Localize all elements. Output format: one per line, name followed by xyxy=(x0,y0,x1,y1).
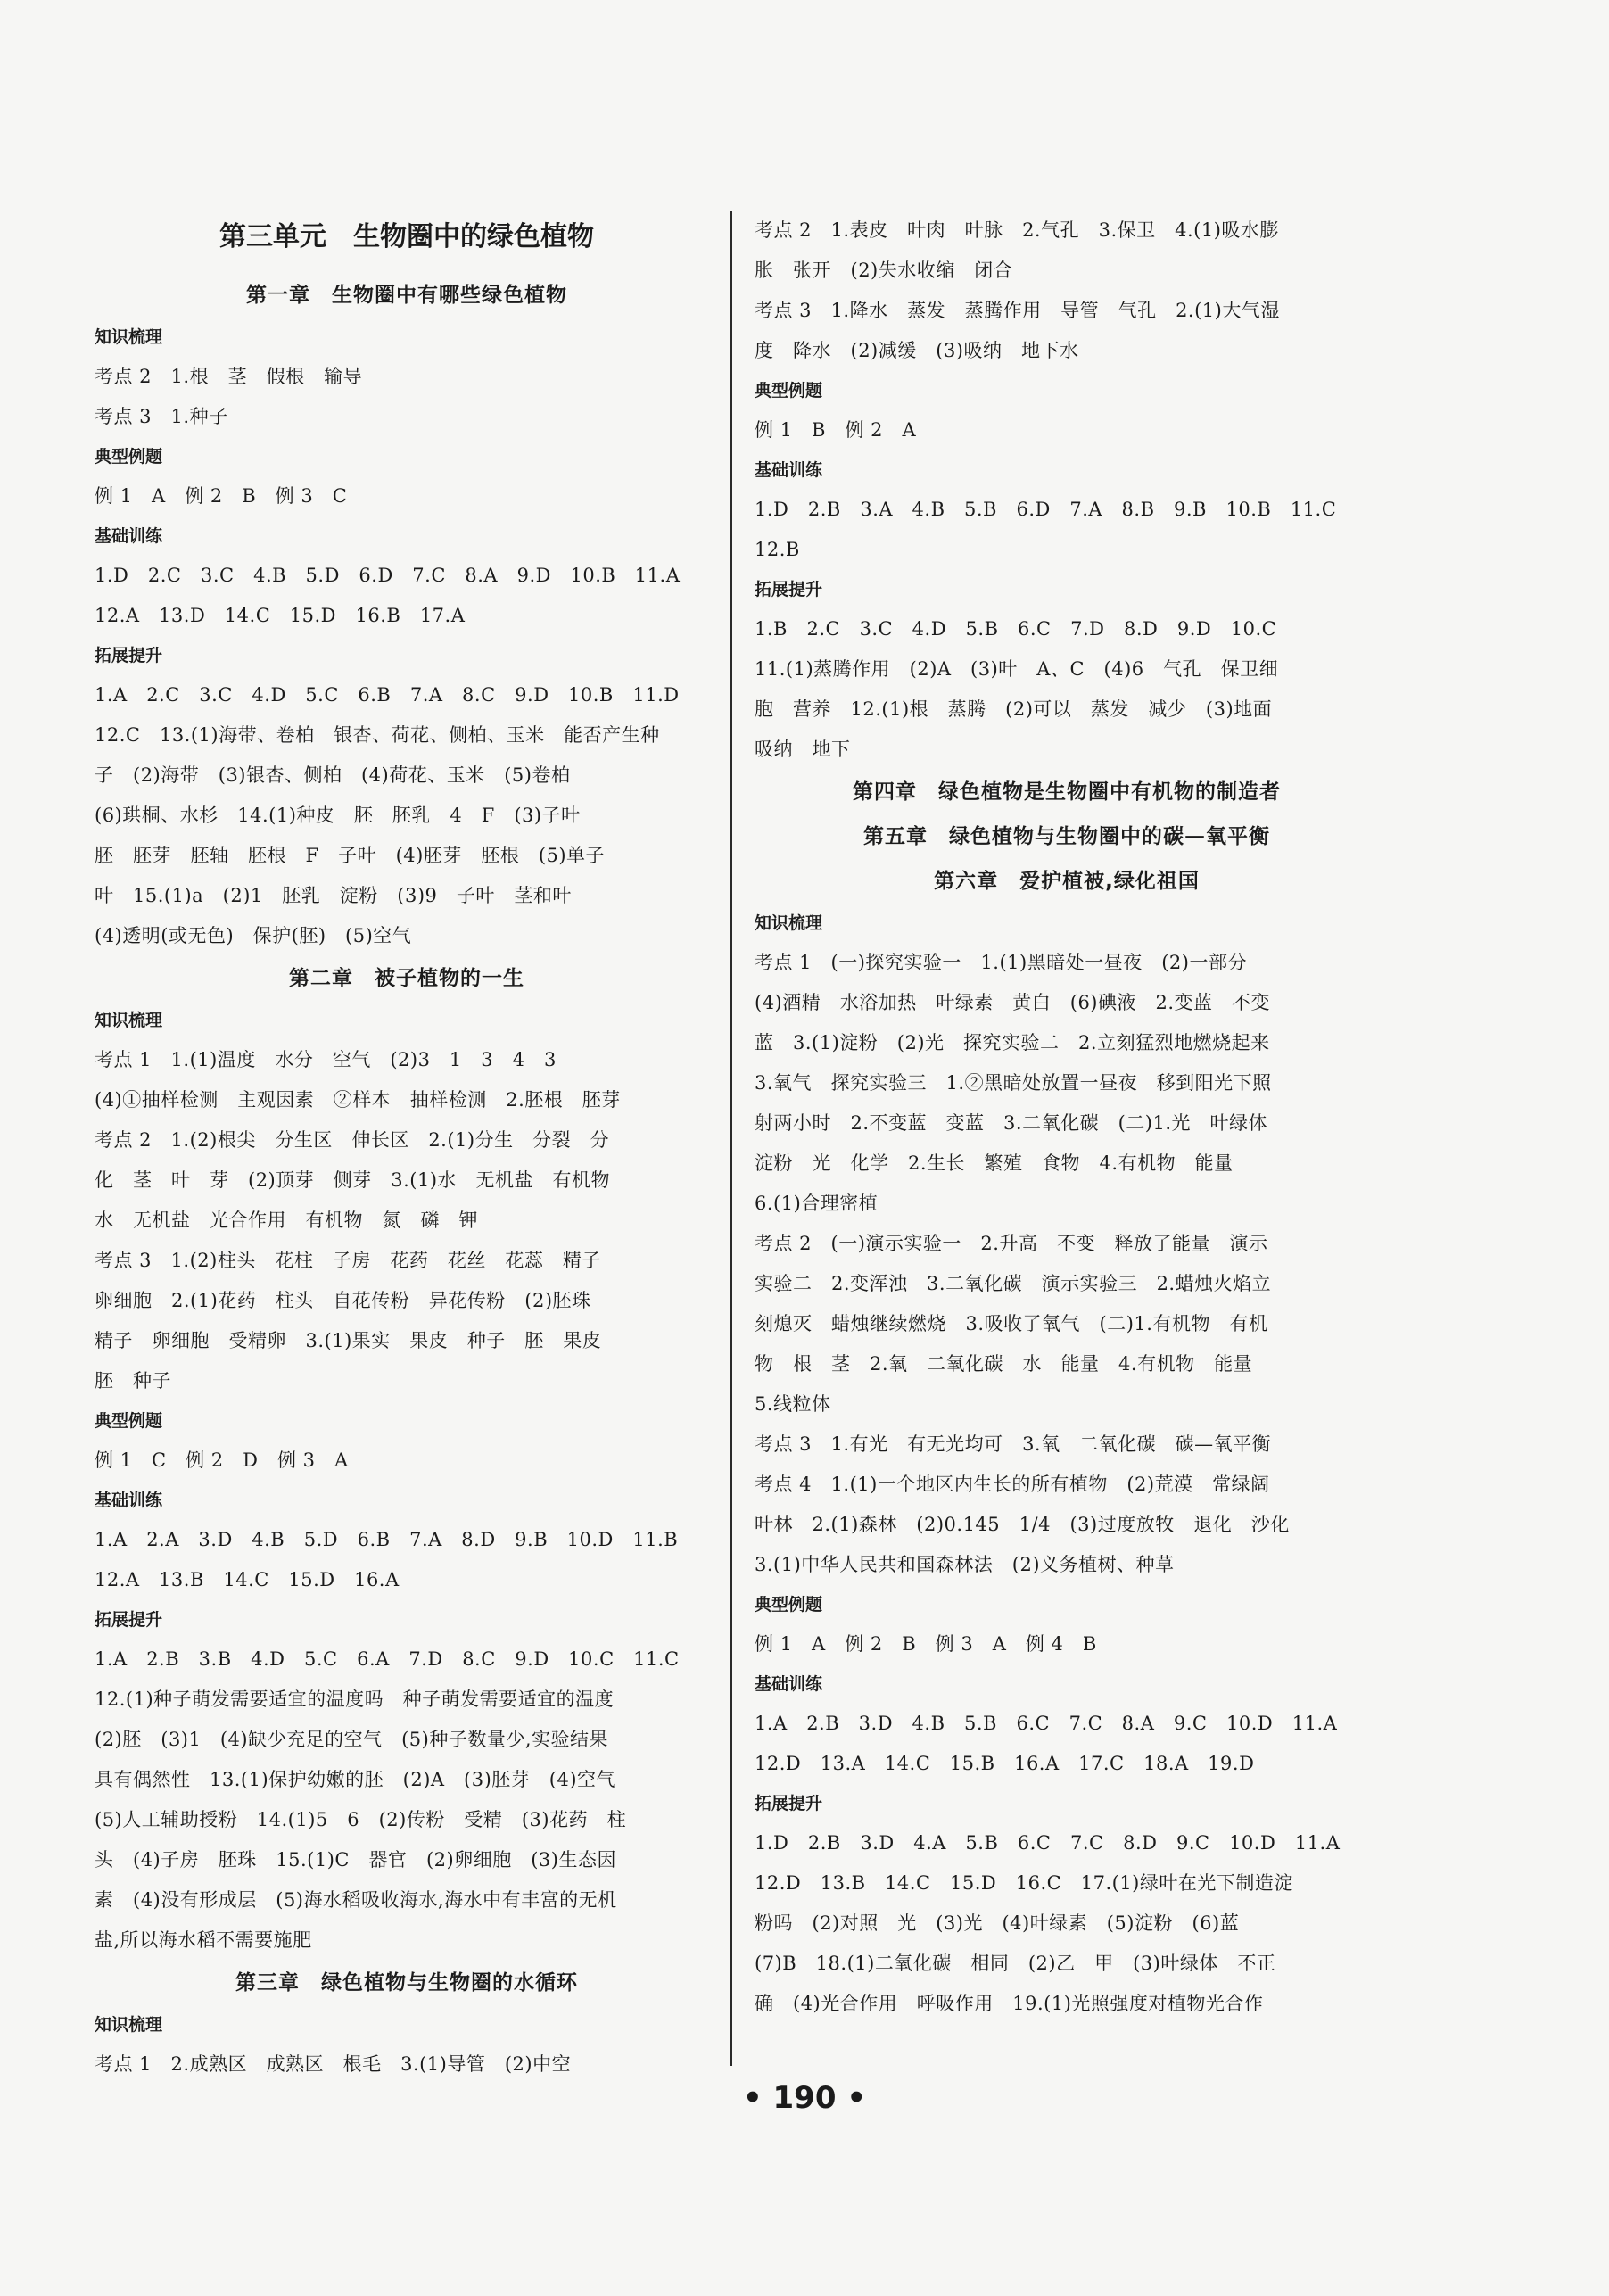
text-line: (7)B 18.(1)二氧化碳 相同 (2)乙 甲 (3)叶绿体 不正 xyxy=(755,1953,1276,1974)
text-line: 3.氧气 探究实验三 1.②黑暗处放置一昼夜 移到阳光下照 xyxy=(755,1072,1272,1094)
text-line: 6.(1)合理密植 xyxy=(755,1193,879,1214)
text-line: 12.D 13.A 14.C 15.B 16.A 17.C 18.A 19.D xyxy=(755,1753,1255,1774)
text-line: 度 降水 (2)减缓 (3)吸纳 地下水 xyxy=(755,340,1079,361)
text-line: 卵细胞 2.(1)花药 柱头 自花传粉 异花传粉 (2)胚珠 xyxy=(95,1290,591,1311)
chapter-1-title: 第一章 生物圈中有哪些绿色植物 xyxy=(246,284,567,307)
left-column xyxy=(95,211,719,2085)
text-line: 刻熄灭 蜡烛继续燃烧 3.吸收了氧气 (二)1.有机物 有机 xyxy=(755,1313,1268,1334)
text-line: 5.线粒体 xyxy=(755,1393,831,1415)
text-line: 考点 3 1.种子 xyxy=(95,406,228,427)
text-line: (6)珙桐、水杉 14.(1)种皮 胚 胚乳 4 F (3)子叶 xyxy=(95,805,581,826)
text-line: (4)①抽样检测 主观因素 ②样本 抽样检测 2.胚根 胚芽 xyxy=(95,1089,621,1111)
section-label: 拓展提升 xyxy=(95,646,163,665)
section-label: 知识梳理 xyxy=(755,913,823,933)
chapter-5-title: 第五章 绿色植物与生物圈中的碳—氧平衡 xyxy=(863,825,1270,848)
section-label: 拓展提升 xyxy=(95,1610,163,1630)
text-line: 1.D 2.B 3.D 4.A 5.B 6.C 7.C 8.D 9.C 10.D 11.A xyxy=(755,1832,1341,1854)
text-line: 考点 3 1.(2)柱头 花柱 子房 花药 花丝 花蕊 精子 xyxy=(95,1250,601,1271)
section-label: 知识梳理 xyxy=(95,1011,163,1030)
text-line: 例 1 A 例 2 B 例 3 A 例 4 B xyxy=(755,1633,1097,1655)
text-line: 蓝 3.(1)淀粉 (2)光 探究实验二 2.立刻猛烈地燃烧起来 xyxy=(755,1032,1270,1053)
text-line: 例 1 B 例 2 A xyxy=(755,419,917,441)
section-label: 基础训练 xyxy=(95,1491,163,1510)
section-label: 知识梳理 xyxy=(95,2015,163,2035)
text-line: 考点 3 1.有光 有无光均可 3.氧 二氧化碳 碳—氧平衡 xyxy=(755,1433,1272,1455)
text-line: 例 1 C 例 2 D 例 3 A xyxy=(95,1449,349,1471)
text-line: 素 (4)没有形成层 (5)海水稻吸收海水,海水中有丰富的无机 xyxy=(95,1889,617,1911)
text-line: 考点 3 1.降水 蒸发 蒸腾作用 导管 气孔 2.(1)大气湿 xyxy=(755,300,1280,321)
text-line: 1.A 2.A 3.D 4.B 5.D 6.B 7.A 8.D 9.B 10.D 11.B xyxy=(95,1529,679,1550)
text-line: (4)透明(或无色) 保护(胚) (5)空气 xyxy=(95,925,412,946)
text-line: 胀 张开 (2)失水收缩 闭合 xyxy=(755,260,1013,281)
text-line: 精子 卵细胞 受精卵 3.(1)果实 果皮 种子 胚 果皮 xyxy=(95,1330,602,1351)
section-label: 典型例题 xyxy=(755,1595,823,1615)
text-line: 11.(1)蒸腾作用 (2)A (3)叶 A、C (4)6 气孔 保卫细 xyxy=(755,658,1279,680)
right-column xyxy=(755,211,1379,2024)
section-label: 基础训练 xyxy=(755,1674,823,1694)
section-label: 拓展提升 xyxy=(755,1794,823,1813)
text-line: (2)胚 (3)1 (4)缺少充足的空气 (5)种子数量少,实验结果 xyxy=(95,1729,609,1750)
text-line: 实验二 2.变浑浊 3.二氧化碳 演示实验三 2.蜡烛火焰立 xyxy=(755,1273,1272,1294)
text-line: 考点 4 1.(1)一个地区内生长的所有植物 (2)荒漠 常绿阔 xyxy=(755,1474,1270,1495)
text-line: 1.A 2.B 3.B 4.D 5.C 6.A 7.D 8.C 9.D 10.C 11.C xyxy=(95,1648,680,1670)
text-line: 考点 1 2.成熟区 成熟区 根毛 3.(1)导管 (2)中空 xyxy=(95,2053,572,2075)
text-line: 叶林 2.(1)森林 (2)0.145 1/4 (3)过度放牧 退化 沙化 xyxy=(755,1514,1290,1535)
text-line: 淀粉 光 化学 2.生长 繁殖 食物 4.有机物 能量 xyxy=(755,1152,1234,1174)
section-label: 基础训练 xyxy=(95,526,163,546)
text-line: 水 无机盐 光合作用 有机物 氮 磷 钾 xyxy=(95,1210,478,1231)
section-label: 拓展提升 xyxy=(755,580,823,599)
text-line: (5)人工辅助授粉 14.(1)5 6 (2)传粉 受精 (3)花药 柱 xyxy=(95,1809,627,1830)
text-line: 叶 15.(1)a (2)1 胚乳 淀粉 (3)9 子叶 茎和叶 xyxy=(95,885,572,906)
text-line: 12.C 13.(1)海带、卷柏 银杏、荷花、侧柏、玉米 能否产生种 xyxy=(95,724,660,746)
unit-title: 第三单元 生物圈中的绿色植物 xyxy=(219,221,594,252)
section-label: 知识梳理 xyxy=(95,327,163,347)
text-line: 吸纳 地下 xyxy=(755,739,851,760)
text-line: 考点 2 (一)演示实验一 2.升高 不变 释放了能量 演示 xyxy=(755,1233,1268,1254)
chapter-6-title: 第六章 爱护植被,绿化祖国 xyxy=(934,870,1200,893)
text-line: 12.A 13.D 14.C 15.D 16.B 17.A xyxy=(95,605,466,626)
text-line: 胞 营养 12.(1)根 蒸腾 (2)可以 蒸发 减少 (3)地面 xyxy=(755,698,1273,720)
section-label: 典型例题 xyxy=(95,447,163,467)
text-line: 确 (4)光合作用 呼吸作用 19.(1)光照强度对植物光合作 xyxy=(755,1993,1264,2014)
text-line: 例 1 A 例 2 B 例 3 C xyxy=(95,485,348,507)
text-line: 盐,所以海水稻不需要施肥 xyxy=(95,1929,312,1951)
text-line: 12.D 13.B 14.C 15.D 16.C 17.(1)绿叶在光下制造淀 xyxy=(755,1872,1293,1894)
text-line: 胚 种子 xyxy=(95,1370,171,1392)
text-line: 考点 2 1.表皮 叶肉 叶脉 2.气孔 3.保卫 4.(1)吸水膨 xyxy=(755,219,1279,241)
text-line: 1.A 2.C 3.C 4.D 5.C 6.B 7.A 8.C 9.D 10.B 11.D xyxy=(95,684,680,706)
text-line: 射两小时 2.不变蓝 变蓝 3.二氧化碳 (二)1.光 叶绿体 xyxy=(755,1112,1267,1134)
text-line: 12.B xyxy=(755,539,800,560)
column-divider xyxy=(730,211,732,2066)
text-line: 考点 1 1.(1)温度 水分 空气 (2)3 1 3 4 3 xyxy=(95,1049,557,1070)
text-line: 1.B 2.C 3.C 4.D 5.B 6.C 7.D 8.D 9.D 10.C xyxy=(755,618,1277,640)
text-line: 具有偶然性 13.(1)保护幼嫩的胚 (2)A (3)胚芽 (4)空气 xyxy=(95,1769,616,1790)
text-line: 子 (2)海带 (3)银杏、侧柏 (4)荷花、玉米 (5)卷柏 xyxy=(95,764,571,786)
text-line: 12.A 13.B 14.C 15.D 16.A xyxy=(95,1569,400,1590)
section-label: 典型例题 xyxy=(755,381,823,401)
text-line: 12.(1)种子萌发需要适宜的温度吗 种子萌发需要适宜的温度 xyxy=(95,1689,615,1710)
text-line: 考点 2 1.(2)根尖 分生区 伸长区 2.(1)分生 分裂 分 xyxy=(95,1129,610,1151)
text-line: 头 (4)子房 胚珠 15.(1)C 器官 (2)卵细胞 (3)生态因 xyxy=(95,1849,616,1871)
text-line: (4)酒精 水浴加热 叶绿素 黄白 (6)碘液 2.变蓝 不变 xyxy=(755,992,1271,1013)
text-line: 1.D 2.C 3.C 4.B 5.D 6.D 7.C 8.A 9.D 10.B 11.A xyxy=(95,565,681,586)
text-line: 粉吗 (2)对照 光 (3)光 (4)叶绿素 (5)淀粉 (6)蓝 xyxy=(755,1912,1240,1934)
chapter-2-title: 第二章 被子植物的一生 xyxy=(289,967,524,990)
text-line: 化 茎 叶 芽 (2)顶芽 侧芽 3.(1)水 无机盐 有机物 xyxy=(95,1169,611,1191)
text-line: 胚 胚芽 胚轴 胚根 F 子叶 (4)胚芽 胚根 (5)单子 xyxy=(95,845,606,866)
page-number: • 190 • xyxy=(742,2080,867,2116)
chapter-3-title: 第三章 绿色植物与生物圈的水循环 xyxy=(235,1971,578,1995)
text-line: 考点 2 1.根 茎 假根 输导 xyxy=(95,366,363,387)
text-line: 考点 1 (一)探究实验一 1.(1)黑暗处一昼夜 (2)一部分 xyxy=(755,952,1247,973)
text-line: 1.D 2.B 3.A 4.B 5.B 6.D 7.A 8.B 9.B 10.B 11.C xyxy=(755,499,1337,520)
text-line: 物 根 茎 2.氧 二氧化碳 水 能量 4.有机物 能量 xyxy=(755,1353,1253,1375)
text-line: 1.A 2.B 3.D 4.B 5.B 6.C 7.C 8.A 9.C 10.D 11.A xyxy=(755,1713,1338,1734)
section-label: 基础训练 xyxy=(755,460,823,480)
chapter-4-title: 第四章 绿色植物是生物圈中有机物的制造者 xyxy=(853,780,1281,804)
text-line: 3.(1)中华人民共和国森林法 (2)义务植树、种草 xyxy=(755,1554,1175,1575)
section-label: 典型例题 xyxy=(95,1411,163,1431)
